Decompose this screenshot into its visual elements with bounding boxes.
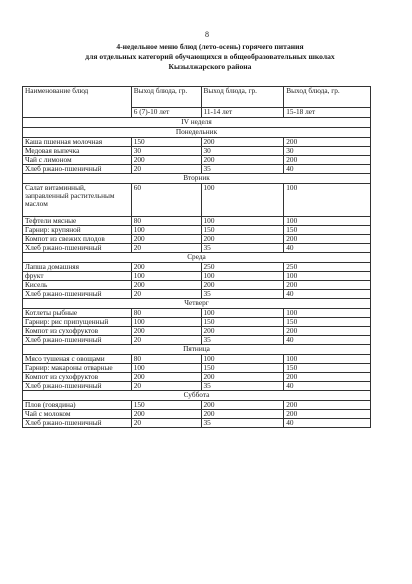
dish-name-cell: Хлеб ржано-пшеничный [23, 382, 132, 391]
dish-name-cell: Хлеб ржано-пшеничный [23, 165, 132, 174]
yield-cell-age-3: 200 [284, 373, 371, 382]
yield-cell-age-1: 100 [131, 318, 201, 327]
yield-cell-age-2: 200 [201, 373, 284, 382]
yield-cell-age-1: 20 [131, 244, 201, 253]
yield-cell-age-2: 200 [201, 156, 284, 165]
yield-cell-age-1: 150 [131, 138, 201, 147]
header-dish-name: Наименование блюд [23, 87, 132, 118]
dish-name-cell: Компот из свежих плодов [23, 235, 132, 244]
day-label: Четверг [23, 299, 371, 309]
yield-cell-age-1: 200 [131, 235, 201, 244]
yield-cell-age-3: 40 [284, 290, 371, 299]
yield-cell-age-1: 20 [131, 419, 201, 428]
day-label: Вторник [23, 174, 371, 184]
day-label: Понедельник [23, 128, 371, 138]
yield-cell-age-3: 40 [284, 244, 371, 253]
day-label: Пятница [23, 345, 371, 355]
dish-name-cell: Кисель [23, 281, 132, 290]
day-row [23, 299, 371, 309]
title-line-2: для отдельных категорий обучающихся в общеобразовательных школах [85, 52, 335, 61]
dish-name-cell: Хлеб ржано-пшеничный [23, 244, 132, 253]
yield-cell-age-3: 200 [284, 401, 371, 410]
yield-cell-age-3: 250 [284, 263, 371, 272]
yield-cell-age-2: 250 [201, 263, 284, 272]
header-age-2: 11-14 лет [201, 108, 284, 118]
yield-cell-age-2: 30 [201, 147, 284, 156]
yield-cell-age-1: 100 [131, 364, 201, 373]
day-row [23, 253, 371, 263]
yield-cell-age-3: 40 [284, 382, 371, 391]
week-label: IV неделя [23, 118, 371, 128]
yield-cell-age-3: 150 [284, 226, 371, 235]
yield-cell-age-1: 150 [131, 401, 201, 410]
yield-cell-age-2: 100 [201, 309, 284, 318]
yield-cell-age-3: 200 [284, 138, 371, 147]
table-row [23, 272, 371, 281]
yield-cell-age-1: 20 [131, 382, 201, 391]
title-line-1: 4-недельное меню блюд (лето-осень) горячего питания [116, 42, 304, 51]
yield-cell-age-2: 35 [201, 290, 284, 299]
yield-cell-age-1: 100 [131, 226, 201, 235]
header-age-3: 15-18 лет [284, 108, 371, 118]
yield-cell-age-2: 150 [201, 226, 284, 235]
yield-cell-age-3: 200 [284, 410, 371, 419]
yield-cell-age-2: 100 [201, 184, 284, 217]
yield-cell-age-2: 200 [201, 281, 284, 290]
yield-cell-age-2: 35 [201, 336, 284, 345]
yield-cell-age-1: 80 [131, 355, 201, 364]
yield-cell-age-3: 40 [284, 165, 371, 174]
yield-cell-age-3: 150 [284, 364, 371, 373]
document-title [40, 42, 380, 72]
dish-name-cell: Гарнир: крупяной [23, 226, 132, 235]
yield-cell-age-2: 35 [201, 382, 284, 391]
yield-cell-age-3: 100 [284, 355, 371, 364]
yield-cell-age-3: 100 [284, 217, 371, 226]
dish-name-cell: Хлеб ржано-пшеничный [23, 419, 132, 428]
yield-cell-age-2: 35 [201, 244, 284, 253]
yield-cell-age-2: 200 [201, 327, 284, 336]
page-number: 8 [205, 30, 209, 39]
yield-cell-age-1: 200 [131, 156, 201, 165]
dish-name-cell: фрукт [23, 272, 132, 281]
yield-cell-age-1: 200 [131, 263, 201, 272]
table-header-row [23, 87, 371, 108]
day-label: Суббота [23, 391, 371, 401]
header-age-1: 6 (7)-10 лет [131, 108, 201, 118]
yield-cell-age-3: 200 [284, 327, 371, 336]
dish-name-cell: Компот из сухофруктов [23, 373, 132, 382]
dish-name-cell: Плов (говядина) [23, 401, 132, 410]
yield-cell-age-3: 30 [284, 147, 371, 156]
yield-cell-age-2: 200 [201, 235, 284, 244]
yield-cell-age-1: 80 [131, 217, 201, 226]
table-row [23, 419, 371, 428]
dish-name-cell: Компот из сухофруктов [23, 327, 132, 336]
yield-cell-age-3: 200 [284, 281, 371, 290]
menu-table-body [23, 118, 371, 428]
table-row [23, 184, 371, 217]
dish-name-cell: Мясо тушеная с овощами [23, 355, 132, 364]
yield-cell-age-1: 200 [131, 327, 201, 336]
week-row [23, 118, 371, 128]
dish-name-cell: Котлеты рыбные [23, 309, 132, 318]
yield-cell-age-1: 200 [131, 281, 201, 290]
day-row [23, 345, 371, 355]
header-yield-col3: Выход блюда, гр. [284, 87, 371, 108]
yield-cell-age-2: 100 [201, 217, 284, 226]
yield-cell-age-2: 35 [201, 419, 284, 428]
dish-name-cell: Каша пшенная молочная [23, 138, 132, 147]
dish-name-cell: Тефтели мясные [23, 217, 132, 226]
yield-cell-age-1: 20 [131, 165, 201, 174]
title-line-3: Кызылжарского района [168, 62, 252, 71]
yield-cell-age-2: 100 [201, 272, 284, 281]
yield-cell-age-1: 80 [131, 309, 201, 318]
yield-cell-age-3: 100 [284, 272, 371, 281]
menu-table [22, 86, 371, 428]
yield-cell-age-1: 30 [131, 147, 201, 156]
yield-cell-age-1: 20 [131, 336, 201, 345]
yield-cell-age-2: 100 [201, 355, 284, 364]
day-row [23, 174, 371, 184]
table-row [23, 401, 371, 410]
yield-cell-age-3: 40 [284, 336, 371, 345]
table-row [23, 147, 371, 156]
dish-name-cell: Салат витаминный, заправленный растительным маслом [23, 184, 132, 217]
yield-cell-age-3: 100 [284, 309, 371, 318]
yield-cell-age-3: 150 [284, 318, 371, 327]
header-yield-col2: Выход блюда, гр. [201, 87, 284, 108]
yield-cell-age-3: 100 [284, 184, 371, 217]
dish-name-cell: Гарнир: макароны отварные [23, 364, 132, 373]
yield-cell-age-1: 100 [131, 272, 201, 281]
dish-name-cell: Хлеб ржано-пшеничный [23, 290, 132, 299]
yield-cell-age-2: 35 [201, 165, 284, 174]
yield-cell-age-3: 200 [284, 156, 371, 165]
table-row [23, 263, 371, 272]
dish-name-cell: Чай с лимоном [23, 156, 132, 165]
yield-cell-age-3: 40 [284, 419, 371, 428]
yield-cell-age-1: 200 [131, 373, 201, 382]
yield-cell-age-2: 200 [201, 138, 284, 147]
dish-name-cell: Гарнир: рис припущенный [23, 318, 132, 327]
day-row [23, 128, 371, 138]
yield-cell-age-1: 60 [131, 184, 201, 217]
yield-cell-age-2: 150 [201, 364, 284, 373]
yield-cell-age-2: 200 [201, 410, 284, 419]
dish-name-cell: Чай с молоком [23, 410, 132, 419]
dish-name-cell: Хлеб ржано-пшеничный [23, 336, 132, 345]
yield-cell-age-1: 20 [131, 290, 201, 299]
header-yield-col1: Выход блюда, гр. [131, 87, 201, 108]
dish-name-cell: Медовая выпечка [23, 147, 132, 156]
day-row [23, 391, 371, 401]
dish-name-cell: Лапша домашняя [23, 263, 132, 272]
yield-cell-age-1: 200 [131, 410, 201, 419]
yield-cell-age-2: 200 [201, 401, 284, 410]
yield-cell-age-2: 150 [201, 318, 284, 327]
day-label: Среда [23, 253, 371, 263]
yield-cell-age-3: 200 [284, 235, 371, 244]
